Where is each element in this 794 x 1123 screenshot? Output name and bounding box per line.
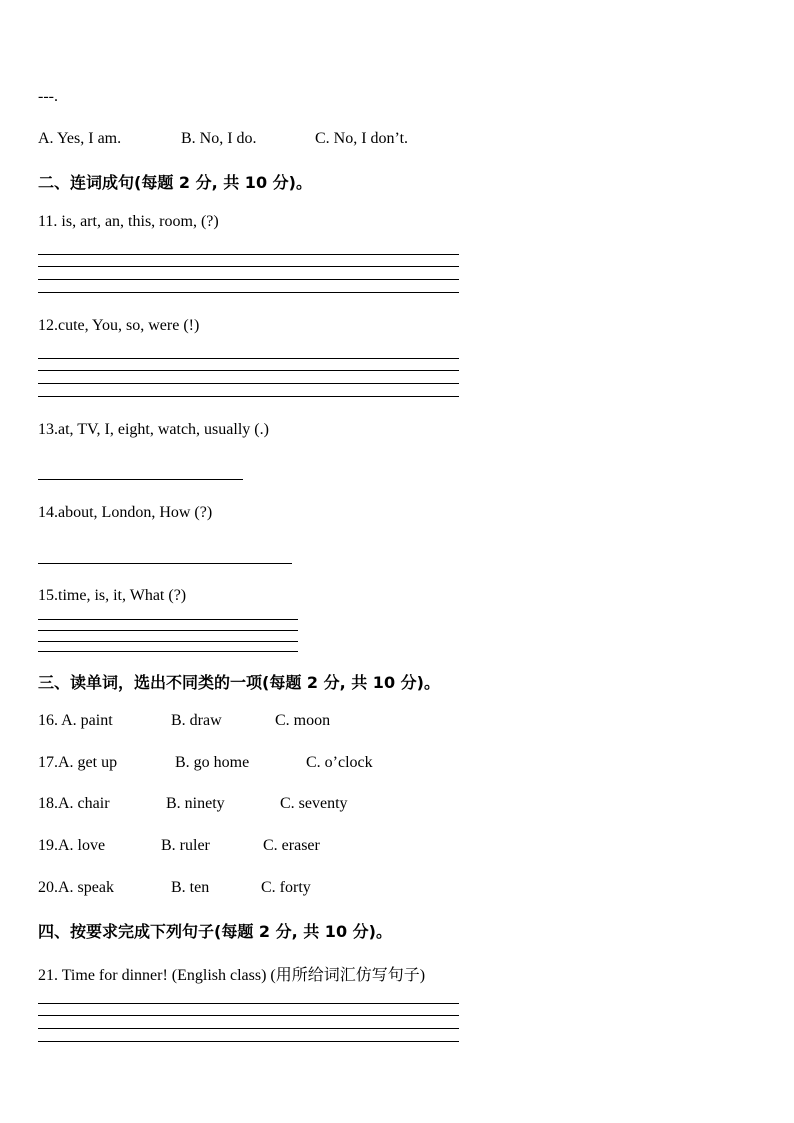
answer-line — [38, 383, 459, 384]
q18-option-c: C. seventy — [280, 795, 348, 812]
answer-line — [38, 358, 459, 359]
answer-line — [38, 619, 298, 620]
q20-option-a: 20.A. speak — [38, 879, 114, 896]
q13-answer-line — [38, 479, 243, 480]
answer-line — [38, 254, 459, 255]
q17-option-c: C. o’clock — [306, 754, 373, 771]
question-15: 15.time, is, it, What (?) — [38, 587, 187, 604]
q10-option-b: B. No, I do. — [181, 130, 257, 147]
q16-option-b: B. draw — [171, 712, 222, 729]
q10-option-a: A. Yes, I am. — [38, 130, 122, 147]
question-11: 11. is, art, an, this, room, (?) — [38, 213, 219, 230]
answer-line — [38, 279, 459, 280]
answer-line — [38, 641, 298, 642]
answer-line — [38, 1015, 459, 1016]
q19-option-c: C. eraser — [263, 837, 320, 854]
answer-line — [38, 396, 459, 397]
answer-line — [38, 630, 298, 631]
q14-answer-line — [38, 563, 292, 564]
q17-option-a: 17.A. get up — [38, 754, 118, 771]
q10-option-c: C. No, I don’t. — [315, 130, 409, 147]
q20-option-c: C. forty — [261, 879, 311, 896]
answer-line — [38, 1028, 459, 1029]
q16-option-c: C. moon — [275, 712, 331, 729]
answer-line — [38, 1041, 459, 1042]
q19-option-b: B. ruler — [161, 837, 210, 854]
answer-line — [38, 370, 459, 371]
answer-line — [38, 651, 298, 652]
q20-option-b: B. ten — [171, 879, 210, 896]
question-21: 21. Time for dinner! (English class) (用所给词汇仿写句子) — [38, 967, 426, 984]
section-3-title: 三、读单词，选出不同类的一项(每题 2 分, 共 10 分)。 — [38, 673, 440, 692]
q16-option-a: 16. A. paint — [38, 712, 113, 729]
q18-option-a: 18.A. chair — [38, 795, 110, 812]
q17-option-b: B. go home — [175, 754, 250, 771]
q18-option-b: B. ninety — [166, 795, 225, 812]
answer-line — [38, 266, 459, 267]
answer-line — [38, 1003, 459, 1004]
q19-option-a: 19.A. love — [38, 837, 106, 854]
section-4-title: 四、按要求完成下列句子(每题 2 分, 共 10 分)。 — [38, 922, 392, 941]
question-13: 13.at, TV, I, eight, watch, usually (.) — [38, 421, 269, 438]
answer-line — [38, 292, 459, 293]
top-fragment: ---. — [38, 88, 58, 105]
question-14: 14.about, London, How (?) — [38, 504, 213, 521]
question-12: 12.cute, You, so, were (!) — [38, 317, 200, 334]
section-2-title: 二、连词成句(每题 2 分, 共 10 分)。 — [38, 173, 312, 192]
